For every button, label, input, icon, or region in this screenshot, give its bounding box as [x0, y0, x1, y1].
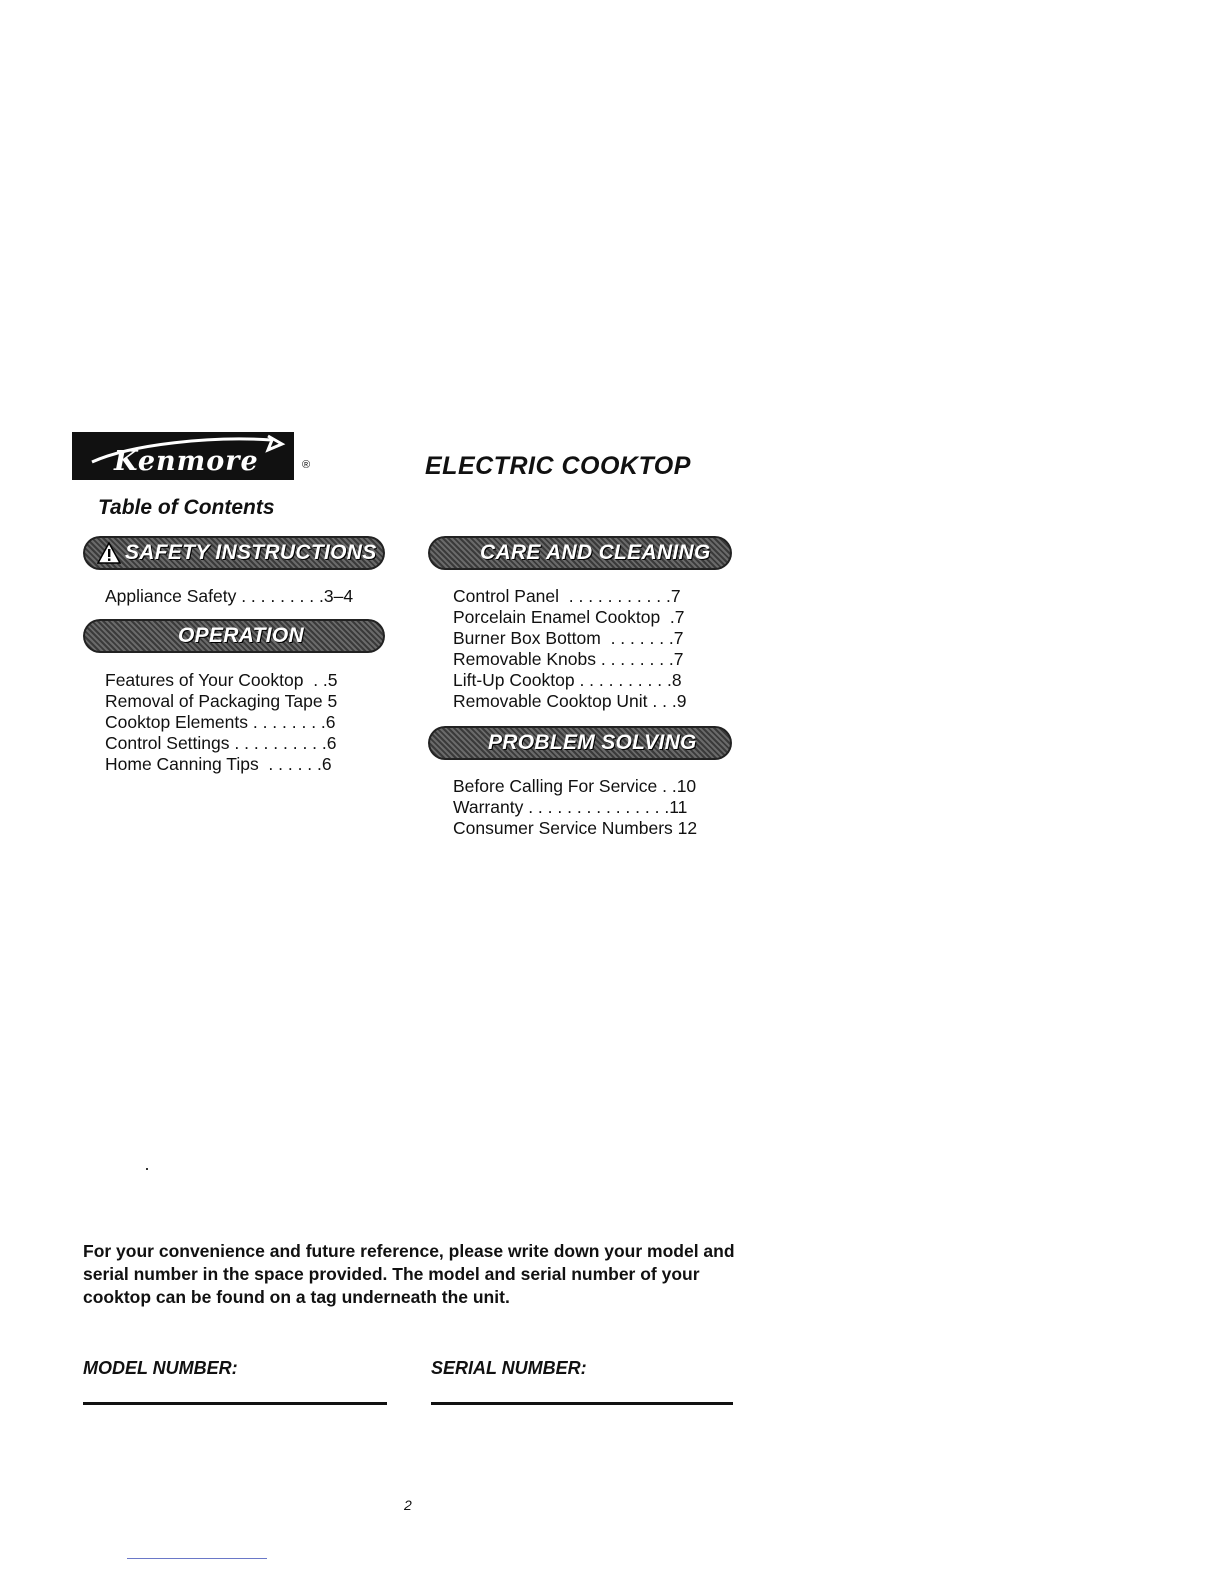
warning-icon	[97, 541, 121, 565]
toc-entry[interactable]: Control Settings . . . . . . . . . .6	[105, 733, 337, 753]
toc-entry[interactable]: Lift-Up Cooktop . . . . . . . . . .8	[453, 670, 682, 690]
registered-mark: ®	[302, 459, 311, 471]
toc-entry[interactable]: Before Calling For Service . .10	[453, 776, 697, 796]
care-list	[453, 586, 686, 712]
operation-heading: OPERATION	[178, 624, 304, 647]
operation-list	[105, 670, 338, 775]
reference-note: For your convenience and future reference, please write down your model and serial number in the space provided. The model and serial number of your cooktop can be found on a tag underneath the unit.	[83, 1241, 735, 1307]
toc-entry[interactable]: Warranty . . . . . . . . . . . . . . .11	[453, 797, 688, 817]
toc-entry[interactable]: Consumer Service Numbers 12	[453, 818, 698, 838]
bottom-rule	[127, 1558, 267, 1559]
toc-entry[interactable]: Control Panel . . . . . . . . . . .7	[453, 586, 681, 606]
safety-list	[105, 586, 353, 607]
problem-list	[453, 776, 697, 839]
toc-entry[interactable]: Features of Your Cooktop . .5	[105, 670, 338, 690]
safety-heading: SAFETY INSTRUCTIONS	[125, 541, 377, 564]
kenmore-logo	[72, 432, 294, 480]
page-number: 2	[404, 1497, 412, 1513]
document-title: ELECTRIC COOKTOP	[425, 452, 691, 480]
toc-entry[interactable]: Removable Knobs . . . . . . . .7	[453, 649, 684, 669]
toc-entry[interactable]: Removal of Packaging Tape 5	[105, 691, 338, 711]
care-heading: CARE AND CLEANING	[480, 541, 711, 564]
toc-entry[interactable]: Porcelain Enamel Cooktop .7	[453, 607, 685, 627]
problem-heading: PROBLEM SOLVING	[488, 731, 697, 754]
operation-banner	[83, 619, 385, 653]
toc-entry[interactable]: Removable Cooktop Unit . . .9	[453, 691, 687, 711]
logo-text: Kenmore	[114, 446, 259, 477]
toc-entry[interactable]: Burner Box Bottom . . . . . . .7	[453, 628, 684, 648]
serial-number-line[interactable]	[431, 1402, 733, 1405]
toc-entry[interactable]: Cooktop Elements . . . . . . . .6	[105, 712, 336, 732]
problem-banner	[428, 726, 732, 760]
toc-entry[interactable]: Home Canning Tips . . . . . .6	[105, 754, 332, 774]
care-banner	[428, 536, 732, 570]
toc-entry[interactable]: Appliance Safety . . . . . . . . .3–4	[105, 586, 354, 606]
scan-speck	[146, 1168, 148, 1170]
model-number-line[interactable]	[83, 1402, 387, 1405]
serial-number-label: SERIAL NUMBER:	[431, 1358, 587, 1378]
model-number-label: MODEL NUMBER:	[83, 1358, 238, 1378]
toc-title: Table of Contents	[98, 496, 275, 519]
safety-banner	[83, 536, 385, 570]
